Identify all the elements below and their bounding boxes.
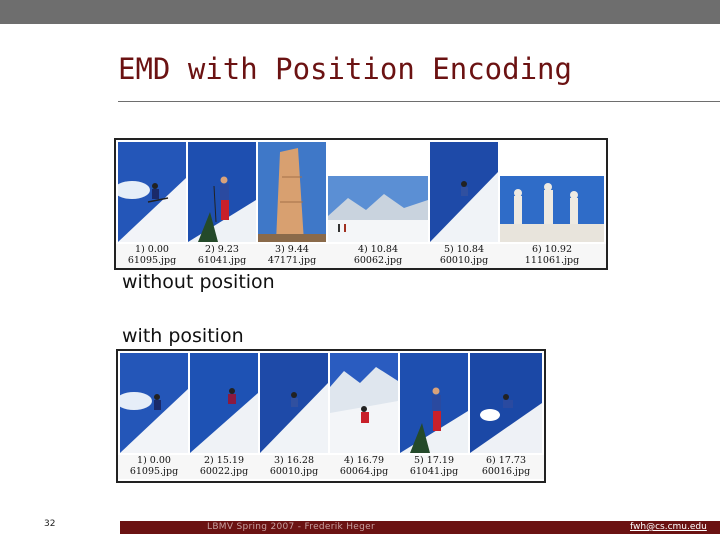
skier-icon bbox=[120, 353, 188, 453]
caption-file: 60016.jpg bbox=[481, 466, 531, 477]
caption-file: 60064.jpg bbox=[339, 466, 389, 477]
skier-icon bbox=[260, 353, 328, 453]
caption-rank: 2) 9.23 bbox=[205, 244, 239, 255]
caption-file: 60010.jpg bbox=[439, 255, 489, 266]
caption-rank: 4) 10.84 bbox=[358, 244, 398, 255]
caption-file: 47171.jpg bbox=[267, 255, 317, 266]
skier-icon bbox=[400, 353, 468, 453]
statues-icon bbox=[500, 176, 604, 242]
caption-rank: 6) 17.73 bbox=[486, 455, 526, 466]
page-number: 32 bbox=[44, 519, 56, 529]
caption-file: 60010.jpg bbox=[269, 466, 319, 477]
caption-file: 60022.jpg bbox=[199, 466, 249, 477]
skier-icon bbox=[470, 353, 542, 453]
caption-file: 60062.jpg bbox=[353, 255, 403, 266]
caption-rank: 1) 0.00 bbox=[135, 244, 169, 255]
title-rule bbox=[118, 101, 720, 102]
caption-file: 61041.jpg bbox=[197, 255, 247, 266]
caption-file: 111061.jpg bbox=[524, 255, 580, 266]
caption-rank: 2) 15.19 bbox=[204, 455, 244, 466]
skier-icon bbox=[118, 142, 186, 242]
footer-text: LBMV Spring 2007 - Frederik Heger bbox=[207, 522, 375, 532]
skier-icon bbox=[188, 142, 256, 242]
caption-rank: 5) 10.84 bbox=[444, 244, 484, 255]
skier-icon bbox=[190, 353, 258, 453]
caption-file: 61041.jpg bbox=[409, 466, 459, 477]
label-without-position: without position bbox=[122, 271, 275, 293]
top-bar bbox=[0, 0, 720, 24]
results-strip-without-position bbox=[114, 138, 608, 270]
caption-rank: 1) 0.00 bbox=[137, 455, 171, 466]
footer-email-link[interactable]: fwh@cs.cmu.edu bbox=[630, 522, 707, 532]
results-strip-with-position bbox=[116, 349, 546, 483]
label-with-position: with position bbox=[122, 325, 244, 347]
skier-icon bbox=[430, 142, 498, 242]
caption-rank: 3) 9.44 bbox=[275, 244, 309, 255]
caption-rank: 4) 16.79 bbox=[344, 455, 384, 466]
tower-icon bbox=[258, 142, 326, 242]
mountain-hikers-icon bbox=[328, 176, 428, 242]
caption-file: 61095.jpg bbox=[127, 255, 177, 266]
caption-rank: 3) 16.28 bbox=[274, 455, 314, 466]
slide-title: EMD with Position Encoding bbox=[118, 52, 572, 86]
caption-rank: 6) 10.92 bbox=[532, 244, 572, 255]
caption-rank: 5) 17.19 bbox=[414, 455, 454, 466]
caption-file: 61095.jpg bbox=[129, 466, 179, 477]
skier-icon bbox=[330, 353, 398, 453]
